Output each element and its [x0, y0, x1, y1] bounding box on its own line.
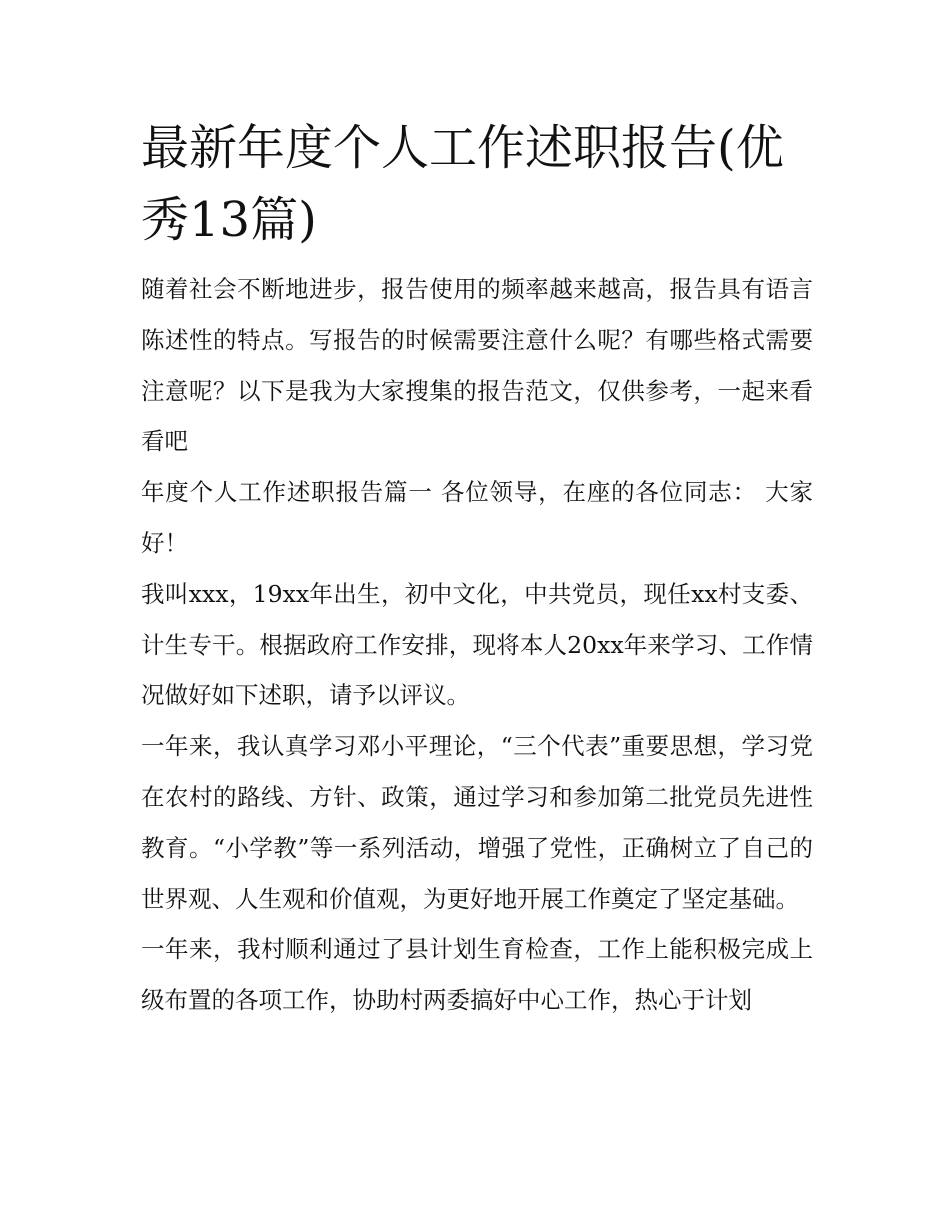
document-title: 最新年度个人工作述职报告(优秀13篇)	[141, 120, 784, 248]
paragraph-greeting: 年度个人工作述职报告篇一 各位领导，在座的各位同志： 大家好！	[141, 478, 813, 557]
paragraph-study: 一年来，我认真学习邓小平理论，“三个代表”重要思想，学习党在农村的路线、方针、政策，通过学习和参加第二批党员先进性教育。“小学教”等一系列活动，增强了党性，正确树立了自己的世界观、人生观和价值观，为更好地开展工作奠定了坚定基础。	[141, 732, 813, 913]
paragraph-work: 一年来，我村顺利通过了县计划生育检查，工作上能积极完成上级布置的各项工作，协助村两委搞好中心工作，热心于计划	[141, 935, 813, 1015]
paragraph-intro: 随着社会不断地进步，报告使用的频率越来越高，报告具有语言陈述性的特点。写报告的时候需要注意什么呢？有哪些格式需要注意呢？以下是我为大家搜集的报告范文，仅供参考，一起来看看吧	[141, 275, 813, 456]
paragraph-self-introduction: 我叫xxx，19xx年出生，初中文化，中共党员，现任xx村支委、计生专干。根据政府工作安排，现将本人20xx年来学习、工作情况做好如下述职，请予以评议。	[141, 579, 813, 710]
document-body	[141, 264, 813, 1026]
document-content	[141, 112, 813, 1026]
